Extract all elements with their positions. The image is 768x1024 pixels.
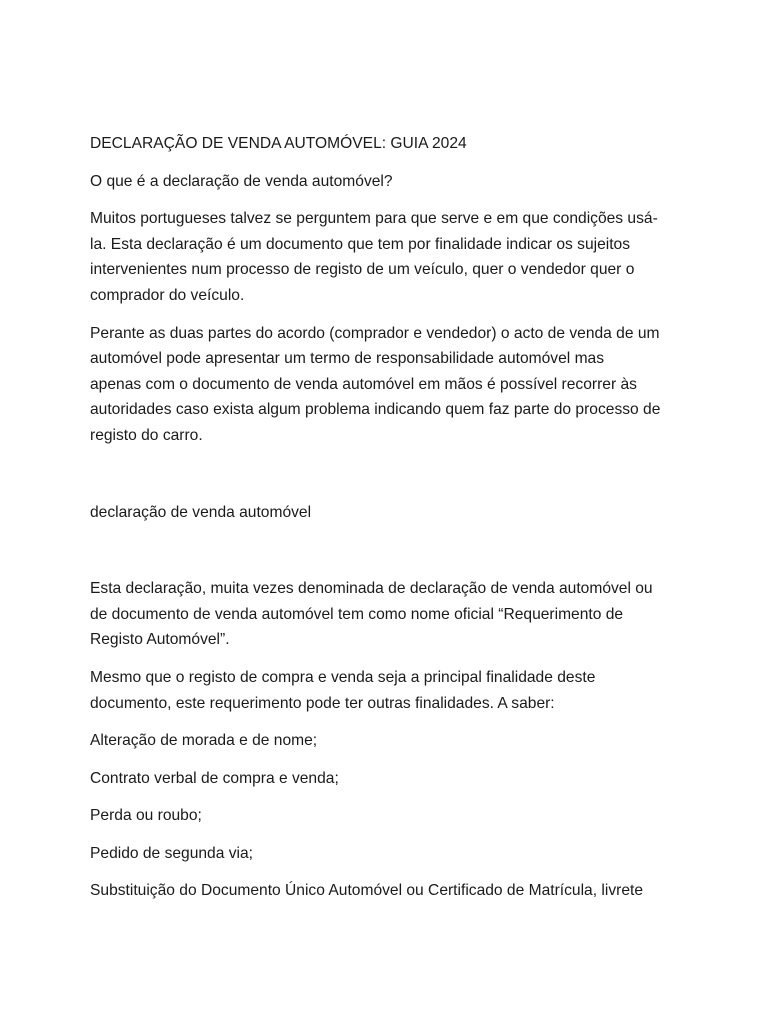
- list-item: Pedido de segunda via;: [90, 844, 253, 862]
- spacer: [90, 461, 680, 500]
- document-title: DECLARAÇÃO DE VENDA AUTOMÓVEL: GUIA 2024: [90, 135, 467, 152]
- paragraph-line: documento, este requerimento pode ter outras finalidades. A saber:: [90, 694, 555, 712]
- list-item: Alteração de morada e de nome;: [90, 732, 318, 750]
- paragraph-parties: [90, 321, 680, 449]
- paragraph-line: intervenientes num processo de registo de um veículo, quer o vendedor quer o: [90, 261, 635, 279]
- section-question: O que é a declaração de venda automóvel?: [90, 172, 393, 190]
- paragraph-line: Muitos portugueses talvez se perguntem para que serve e em que condições usá-: [90, 210, 658, 228]
- paragraph-official-name: [90, 576, 680, 653]
- paragraph-line: Registo Automóvel”.: [90, 631, 230, 649]
- document-body: [90, 131, 680, 916]
- paragraph-line: comprador do veículo.: [90, 286, 245, 304]
- paragraph-line: Mesmo que o registo de compra e venda seja a principal finalidade deste: [90, 668, 596, 686]
- paragraph-line: de documento de venda automóvel tem como nome oficial “Requerimento de: [90, 605, 624, 623]
- spacer: [90, 537, 680, 576]
- image-caption: declaração de venda automóvel: [90, 503, 312, 521]
- paragraph-purposes: [90, 665, 680, 716]
- list-item: Substituição do Documento Único Automóvel ou Certificado de Matrícula, livrete: [90, 882, 643, 900]
- paragraph-line: Perante as duas partes do acordo (comprador e vendedor) o acto de venda de um: [90, 324, 660, 342]
- paragraph-line: autoridades caso exista algum problema indicando quem faz parte do processo de: [90, 401, 661, 419]
- list-item: Perda ou roubo;: [90, 807, 202, 825]
- paragraph-intro: [90, 206, 680, 308]
- paragraph-line: apenas com o documento de venda automóvel em mãos é possível recorrer às: [90, 375, 637, 393]
- paragraph-line: Esta declaração, muita vezes denominada de declaração de venda automóvel ou: [90, 580, 653, 598]
- paragraph-line: la. Esta declaração é um documento que tem por finalidade indicar os sujeitos: [90, 235, 631, 253]
- paragraph-line: automóvel pode apresentar um termo de responsabilidade automóvel mas: [90, 350, 605, 368]
- paragraph-line: registo do carro.: [90, 426, 203, 444]
- list-item: Contrato verbal de compra e venda;: [90, 769, 339, 787]
